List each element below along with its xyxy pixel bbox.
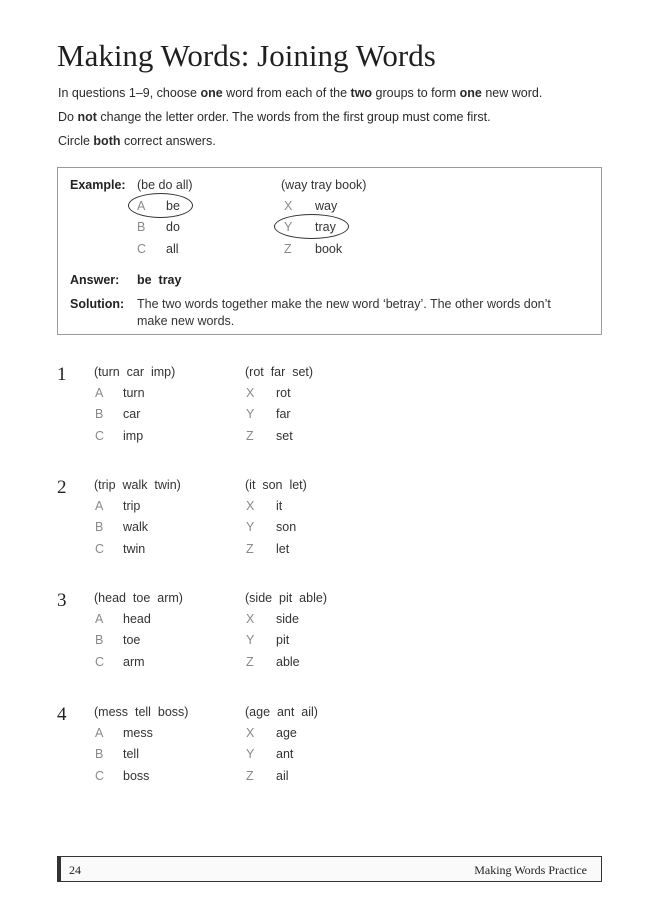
solution-text-line-2: make new words. <box>137 314 235 328</box>
question-number: 4 <box>57 704 67 725</box>
option-letter: X <box>246 726 255 740</box>
example-group-2: (way tray book) <box>281 178 367 192</box>
option-letter: C <box>95 429 105 443</box>
answer-label: Answer: <box>70 273 120 287</box>
option-letter: A <box>95 386 104 400</box>
option-word: it <box>276 499 283 513</box>
option-word: walk <box>123 520 149 534</box>
question-number: 2 <box>57 477 67 498</box>
page-footer <box>57 856 602 882</box>
instruction-text: change the letter order. The words from the first group must come first. <box>96 110 491 124</box>
instruction-line-2 <box>58 110 491 124</box>
option-letter: Y <box>246 747 255 761</box>
example-label: Example: <box>70 178 126 192</box>
option-letter: X <box>246 386 255 400</box>
option-letter: X <box>246 612 255 626</box>
option-letter: B <box>95 633 104 647</box>
option-word: ant <box>276 747 294 761</box>
option-word: boss <box>123 769 150 783</box>
instruction-text: Circle <box>58 134 94 148</box>
option-word: rot <box>276 386 291 400</box>
instruction-text: correct answers. <box>120 134 216 148</box>
option-word: arm <box>123 655 145 669</box>
option-word: twin <box>123 542 146 556</box>
option-word: car <box>123 407 141 421</box>
option-word: son <box>276 520 297 534</box>
question-group-2: (it son let) <box>245 478 307 492</box>
page-title: Making Words: Joining Words <box>57 38 436 73</box>
option-word: be <box>166 199 180 213</box>
instruction-text: groups to form <box>372 86 460 100</box>
instruction-text: word from each of the <box>222 86 351 100</box>
option-word: far <box>276 407 291 421</box>
question-group-2: (side pit able) <box>245 591 327 605</box>
option-letter: C <box>95 655 105 669</box>
option-letter: B <box>95 407 104 421</box>
option-letter: Z <box>246 429 254 443</box>
example-group-1: (be do all) <box>137 178 193 192</box>
option-letter: Y <box>246 520 255 534</box>
option-word: tray <box>315 220 336 234</box>
instruction-emphasis: not <box>77 110 97 124</box>
option-letter: Y <box>284 220 293 234</box>
option-letter: B <box>95 747 104 761</box>
option-word: head <box>123 612 151 626</box>
option-letter: Z <box>246 769 254 783</box>
option-word: let <box>276 542 290 556</box>
question-number: 1 <box>57 364 67 385</box>
answer-value: be tray <box>137 273 182 287</box>
option-word: imp <box>123 429 144 443</box>
option-letter: X <box>246 499 255 513</box>
option-letter: Z <box>246 542 254 556</box>
instruction-emphasis: one <box>459 86 482 100</box>
instruction-line-1 <box>58 86 542 100</box>
instruction-line-3 <box>58 134 216 148</box>
question-group-1: (head toe arm) <box>94 591 183 605</box>
solution-label: Solution: <box>70 297 125 311</box>
page-number: 24 <box>69 863 81 877</box>
option-word: able <box>276 655 300 669</box>
option-word: toe <box>123 633 141 647</box>
instruction-emphasis: one <box>200 86 223 100</box>
option-word: mess <box>123 726 153 740</box>
instruction-emphasis: both <box>93 134 121 148</box>
question-number: 3 <box>57 590 67 611</box>
option-letter: A <box>95 499 104 513</box>
option-letter: B <box>95 520 104 534</box>
option-word: pit <box>276 633 290 647</box>
option-word: side <box>276 612 299 626</box>
option-word: all <box>166 242 179 256</box>
option-letter: Y <box>246 633 255 647</box>
instruction-text: In questions 1–9, choose <box>58 86 201 100</box>
solution-text-line-1: The two words together make the new word ‘betray’. The other words don’t <box>137 297 551 311</box>
option-letter: C <box>95 769 105 783</box>
option-word: trip <box>123 499 141 513</box>
option-letter: C <box>95 542 105 556</box>
question-group-2: (rot far set) <box>245 365 314 379</box>
instruction-emphasis: two <box>350 86 373 100</box>
option-word: do <box>166 220 180 234</box>
option-word: tell <box>123 747 139 761</box>
question-group-2: (age ant ail) <box>245 705 318 719</box>
option-letter: C <box>137 242 147 256</box>
option-letter: Z <box>246 655 254 669</box>
option-word: ail <box>276 769 289 783</box>
option-letter: A <box>137 199 146 213</box>
option-letter: A <box>95 612 104 626</box>
option-word: way <box>315 199 338 213</box>
question-group-1: (turn car imp) <box>94 365 176 379</box>
option-letter: A <box>95 726 104 740</box>
instruction-text: Do <box>58 110 78 124</box>
question-group-1: (trip walk twin) <box>94 478 181 492</box>
option-word: book <box>315 242 343 256</box>
book-title: Making Words Practice <box>474 863 587 877</box>
option-word: turn <box>123 386 145 400</box>
option-letter: Z <box>284 242 292 256</box>
option-letter: X <box>284 199 293 213</box>
option-letter: Y <box>246 407 255 421</box>
question-group-1: (mess tell boss) <box>94 705 189 719</box>
option-letter: B <box>137 220 146 234</box>
option-word: age <box>276 726 297 740</box>
instruction-text: new word. <box>481 86 543 100</box>
option-word: set <box>276 429 293 443</box>
